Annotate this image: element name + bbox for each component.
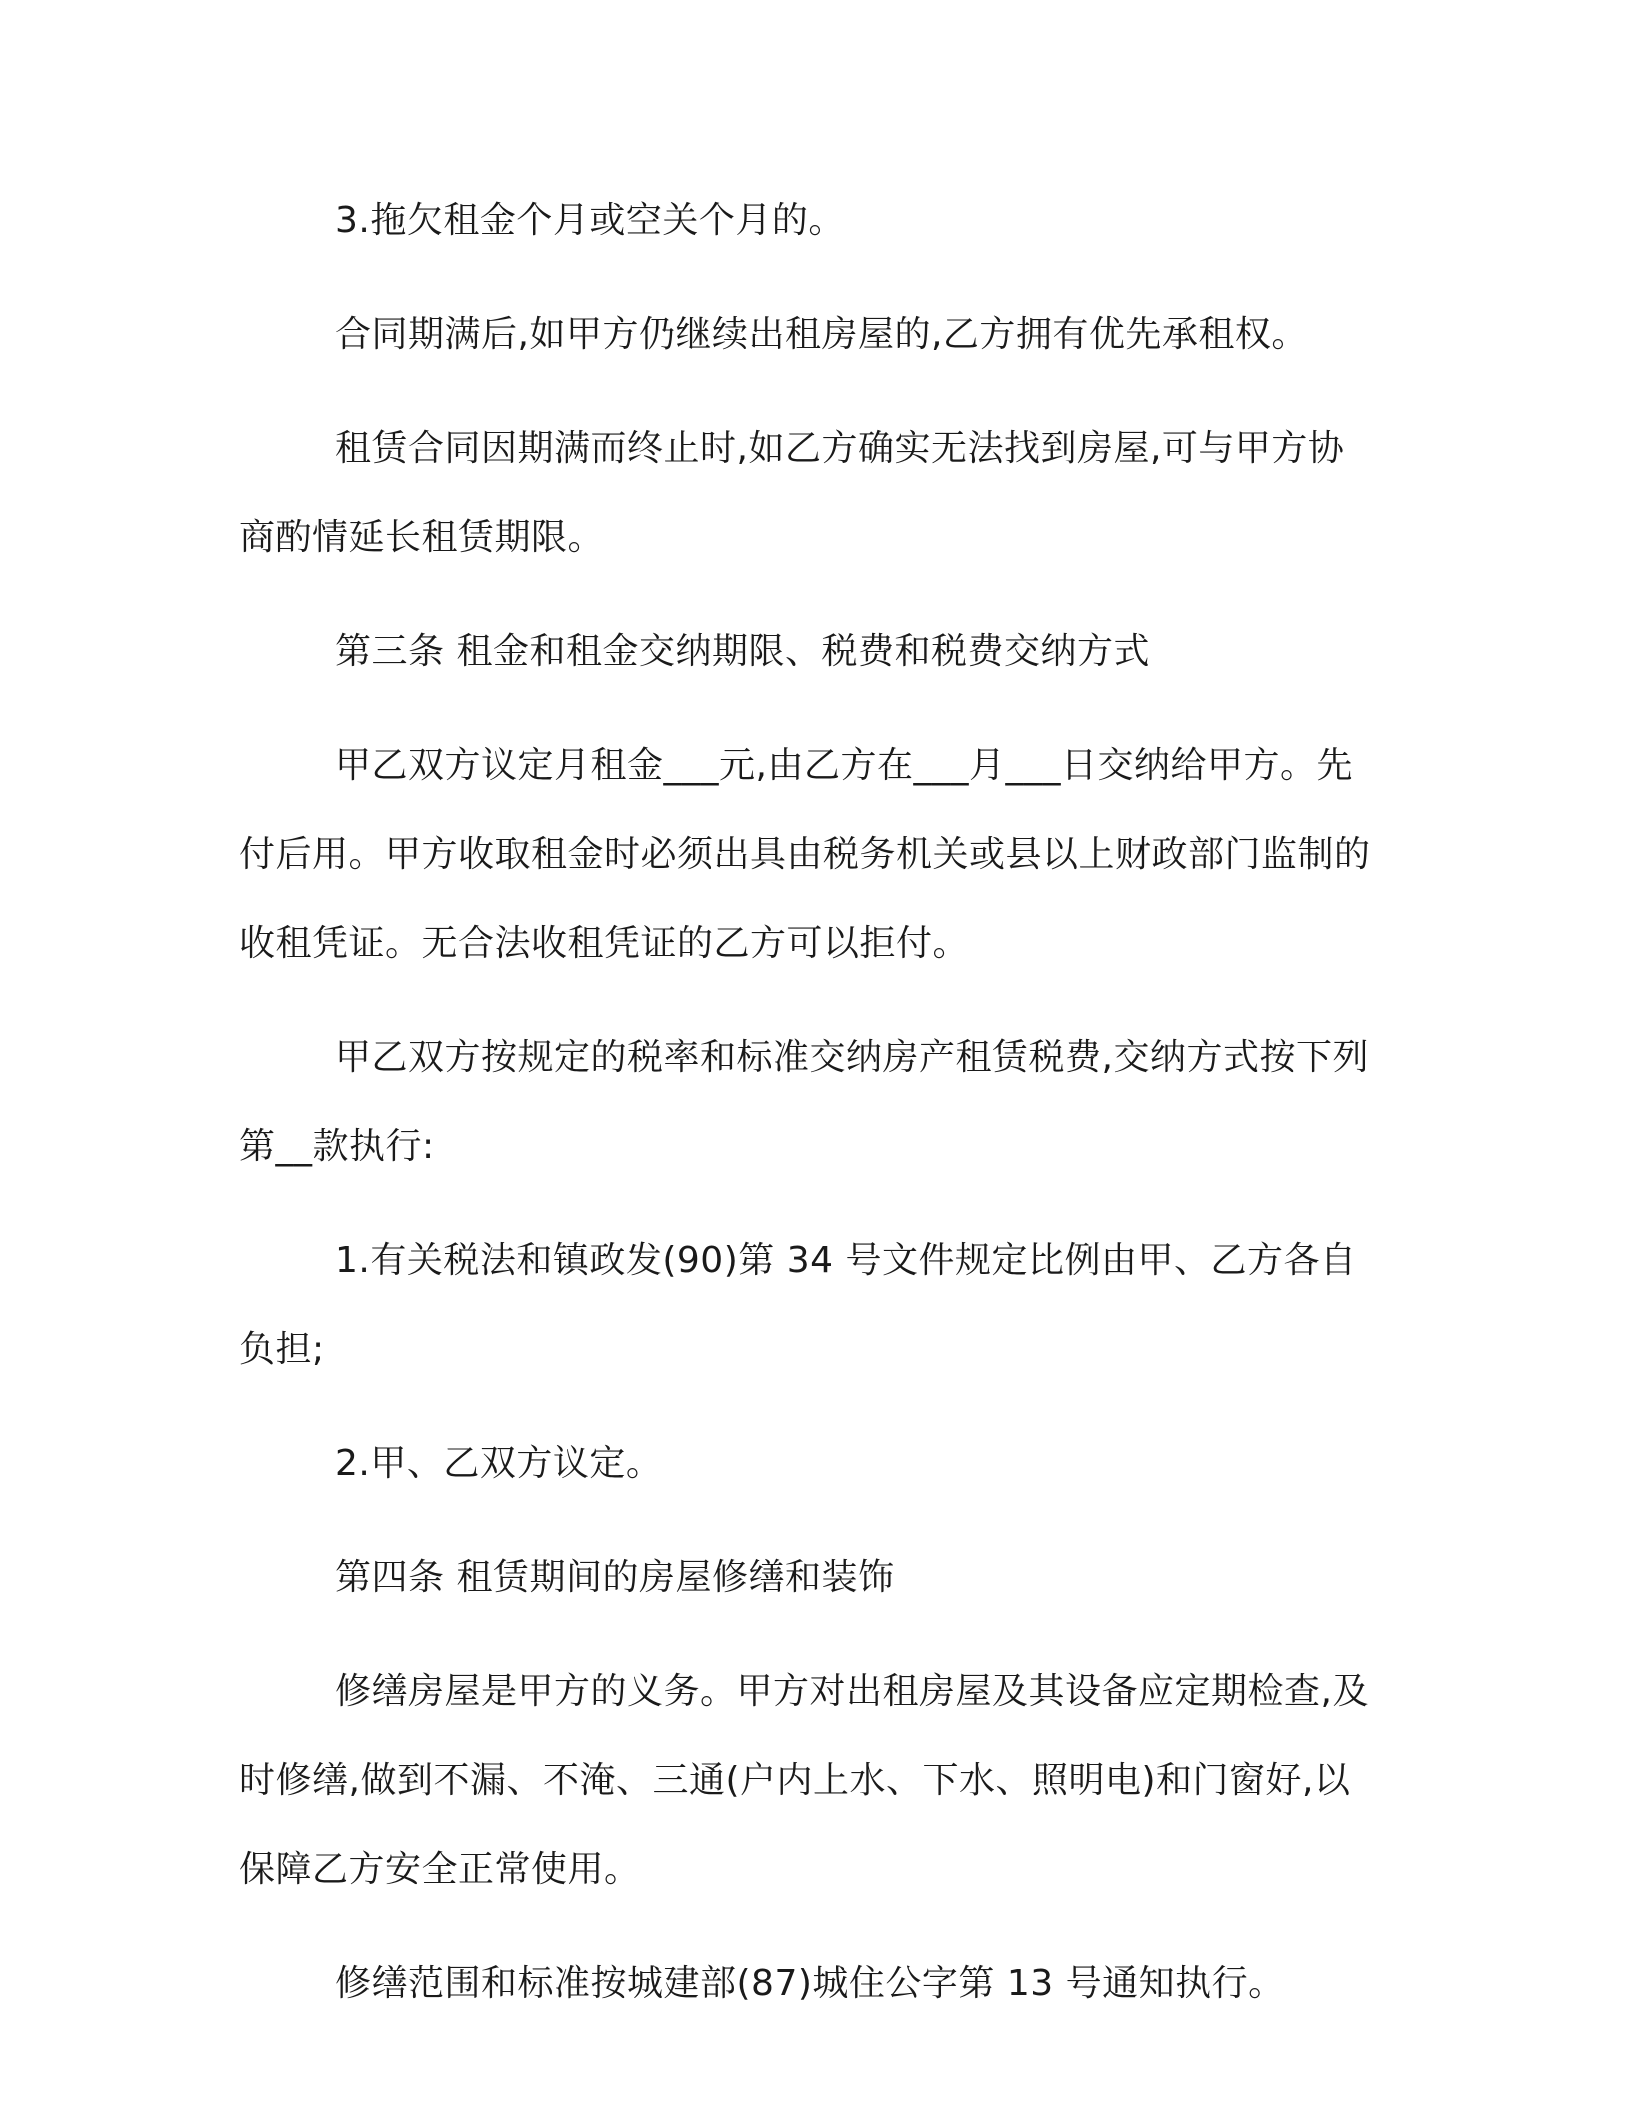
list-item-tax-option-1: 1.有关税法和镇政发(90)第 34 号文件规定比例由甲、乙方各自负担; [239, 1240, 1357, 1370]
document-body [239, 176, 1379, 2053]
paragraph-tax-payment: 甲乙双方按规定的税率和标准交纳房产租赁税费,交纳方式按下列第__款执行: [239, 1037, 1369, 1167]
section-heading-article-4: 第四条 租赁期间的房屋修缮和装饰 [335, 1557, 895, 1598]
paragraph-repair-obligation: 修缮房屋是甲方的义务。甲方对出租房屋及其设备应定期检查,及时修缮,做到不漏、不淹、三通(户内上水、下水、照明电)和门窗好,以保障乙方安全正常使用。 [239, 1671, 1369, 1890]
paragraph-priority-lease-right: 合同期满后,如甲方仍继续出租房屋的,乙方拥有优先承租权。 [335, 314, 1308, 355]
section-heading-article-3: 第三条 租金和租金交纳期限、税费和税费交纳方式 [335, 631, 1150, 672]
list-item-tax-option-2: 2.甲、乙双方议定。 [335, 1443, 663, 1484]
paragraph-repair-standard: 修缮范围和标准按城建部(87)城住公字第 13 号通知执行。 [335, 1963, 1285, 2004]
paragraph-arrears-clause: 3.拖欠租金个月或空关个月的。 [335, 200, 845, 241]
paragraph-lease-extension: 租赁合同因期满而终止时,如乙方确实无法找到房屋,可与甲方协商酌情延长租赁期限。 [239, 428, 1345, 558]
paragraph-monthly-rent: 甲乙双方议定月租金___元,由乙方在___月___日交纳给甲方。先付后用。甲方收取租金时必须出具由税务机关或县以上财政部门监制的收租凭证。无合法收租凭证的乙方可以拒付。 [239, 745, 1371, 964]
